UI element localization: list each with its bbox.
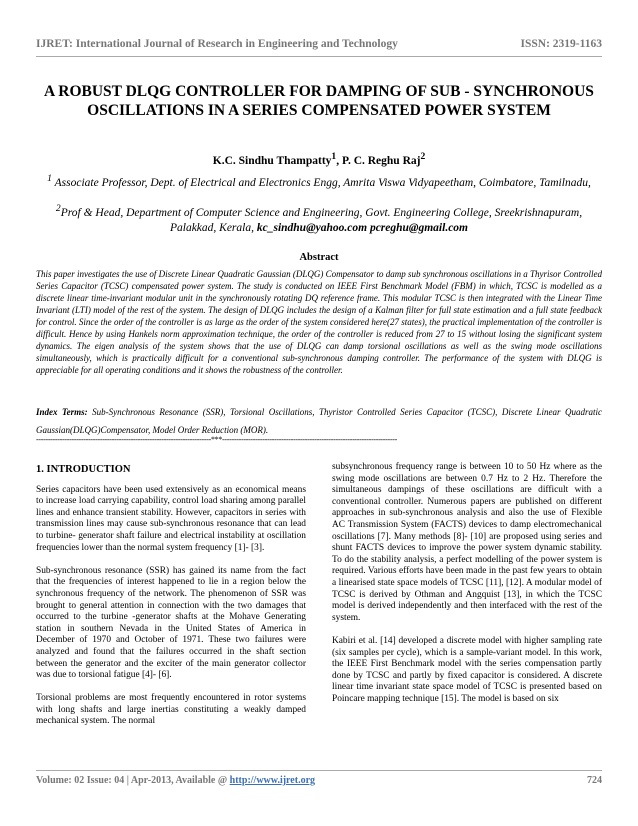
affiliation-2-text: Prof & Head, Department of Computer Science and Engineering, Govt. Engineering College, Sreekrishnapuram, Palakkad, Kerala, <box>60 206 583 234</box>
author-1: K.C. Sindhu Thampatty <box>212 154 332 167</box>
index-terms-text: Sub-Synchronous Resonance (SSR), Torsional Oscillations, Thyristor Controlled Series Capacitor (TCSC), Discrete Linear Quadratic Gaussian(DLQG)Compensator, Model Order Reduction (MOR). <box>36 407 603 435</box>
index-terms <box>36 403 602 439</box>
author-2-sup: 2 <box>420 151 426 162</box>
index-terms-label: Index Terms: <box>36 407 88 417</box>
paper-title: A ROBUST DLQG CONTROLLER FOR DAMPING OF SUB - SYNCHRONOUS OSCILLATIONS IN A SERIES COMPENSATED POWER SYSTEM <box>44 83 594 119</box>
author-separator: , <box>336 154 342 167</box>
footer-volume-text: Volume: 02 Issue: 04 | Apr-2013, Available @ <box>36 775 230 786</box>
affiliation-1-sup: 1 <box>47 173 52 184</box>
journal-link[interactable]: http://www.ijret.org <box>229 775 316 786</box>
author-emails: kc_sindhu@yahoo.com pcreghu@gmail.com <box>256 221 468 234</box>
paragraph: subsynchronous frequency range is between 10 to 50 Hz where as the swing mode oscillations are between 0.7 Hz to 2 Hz. Therefore the simultaneous dampings of these oscillations are difficult with a conventional controller. Numerous papers are published on different approaches in sub-synchronous analysis and also the use of Flexible AC Transmission System (FACTS) devices to damp electromechanical oscillations [7]. Many methods [8]- [10] are proposed using series and shunt FACTS devices to improve the power system dynamic stability. To do the stability analysis, a perfect modelling of the power system is required. Various efforts have been made in the past few years to obtain a linearised state space models of TCSC [11], [12]. A modular model of TCSC is derived by Othman and Angquist [13], in which the TCSC model is derived independently and then interfaced with the rest of the system. <box>332 462 602 623</box>
author-1-sup: 1 <box>331 151 337 162</box>
header-rule <box>36 56 602 57</box>
affiliation-2-sup: 2 <box>55 203 61 214</box>
affiliation-1-text: Associate Professor, Dept. of Electrical and Electronics Engg, Amrita Viswa Vidyapeetham, Coimbatore, Tamilnadu, <box>51 176 591 189</box>
issn: ISSN: 2319-1163 <box>520 38 602 50</box>
footer-volume <box>36 775 315 786</box>
paragraph: Torsional problems are most frequently encountered in rotor systems with long shafts and large inertias constituting a weakly damped mechanical system. The normal <box>36 693 306 727</box>
right-column <box>332 462 602 717</box>
section-heading: 1. INTRODUCTION <box>36 464 131 475</box>
section-separator: --------------------------------------------------------------------------***-------------------------------------------------------------------------- <box>36 435 397 444</box>
abstract-text: This paper investigates the use of Discrete Linear Quadratic Gaussian (DLQG) Compensator to damp sub synchronous oscillations in a Thyrisor Controlled Series Capacitor (TCSC) compensated power system. The study is conducted on IEEE First Benchmark Model (FBM) in which, TCSC is modelled as a discrete linear time-invariant modular unit in the synchronously rotating DQ reference frame. This modular TCSC is then integrated with the Linear Time Invariant (LTI) model of the rest of the system. The design of DLQG includes the design of a Kalman filter for full state estimation and a full state feedback for control. Since the order of the controller is as large as the order of the system considered here(27 states), the practical implementation of the controller is difficult. Hence by using Hankels norm approximation technique, the order of the controller is reduced from 27 to 15 without losing the significant system dynamics. The eigen analysis of the system shows that the use of DLQG can damp torsional oscillations as well as the swing mode oscillations simultaneously, which is practically difficult for a conventional sub-synchronous damping controller. The performance of the system with DLQG is appreciable for all operating conditions and it shows the robustness of the controller. <box>36 269 602 375</box>
left-column <box>36 464 306 740</box>
affiliation-2 <box>36 201 602 236</box>
abstract-heading: Abstract <box>299 252 339 263</box>
authors <box>36 151 602 167</box>
journal-name: IJRET: International Journal of Research in Engineering and Technology <box>36 38 398 50</box>
paragraph: Sub-synchronous resonance (SSR) has gained its name from the fact that the frequencies of interest happened to lie in a region below the synchronous frequency of the network. The phenomenon of SSR was brought to general attention in connection with the two damages that occurred to the turbine -generator shafts at the Mohave Generating station in southern Nevada in the United States of America in December of 1970 and October of 1971. These two failures were analyzed and found that the failures occurred in the shaft section between the generator and the exciter of the main generator collector was due to torsional fatigue [4]- [6]. <box>36 565 306 681</box>
paragraph: Series capacitors have been used extensively as an economical means to increase load carrying capability, control load sharing among parallel lines and enhance transient stability. However, capacitors in series with transmission lines may cause sub-synchronous resonance that can lead to turbine- generator shaft failure and electrical instability at oscillation frequencies lower than the normal system frequency [1]- [3]. <box>36 484 306 553</box>
author-2: P. C. Reghu Raj <box>341 154 421 167</box>
page-number: 724 <box>587 775 602 786</box>
footer-rule <box>36 770 602 771</box>
affiliation-1 <box>36 171 602 191</box>
paragraph: Kabiri et al. [14] developed a discrete model with higher sampling rate (six samples per cycle), which is a sample-variant model. In this work, the IEEE First Benchmark model with the series compensation partly done by TCSC and partly by fixed capacitor is considered. A discrete linear time invariant state space model of TCSC is presented based on Poincare mapping technique [15]. The model is based on six <box>332 635 602 704</box>
